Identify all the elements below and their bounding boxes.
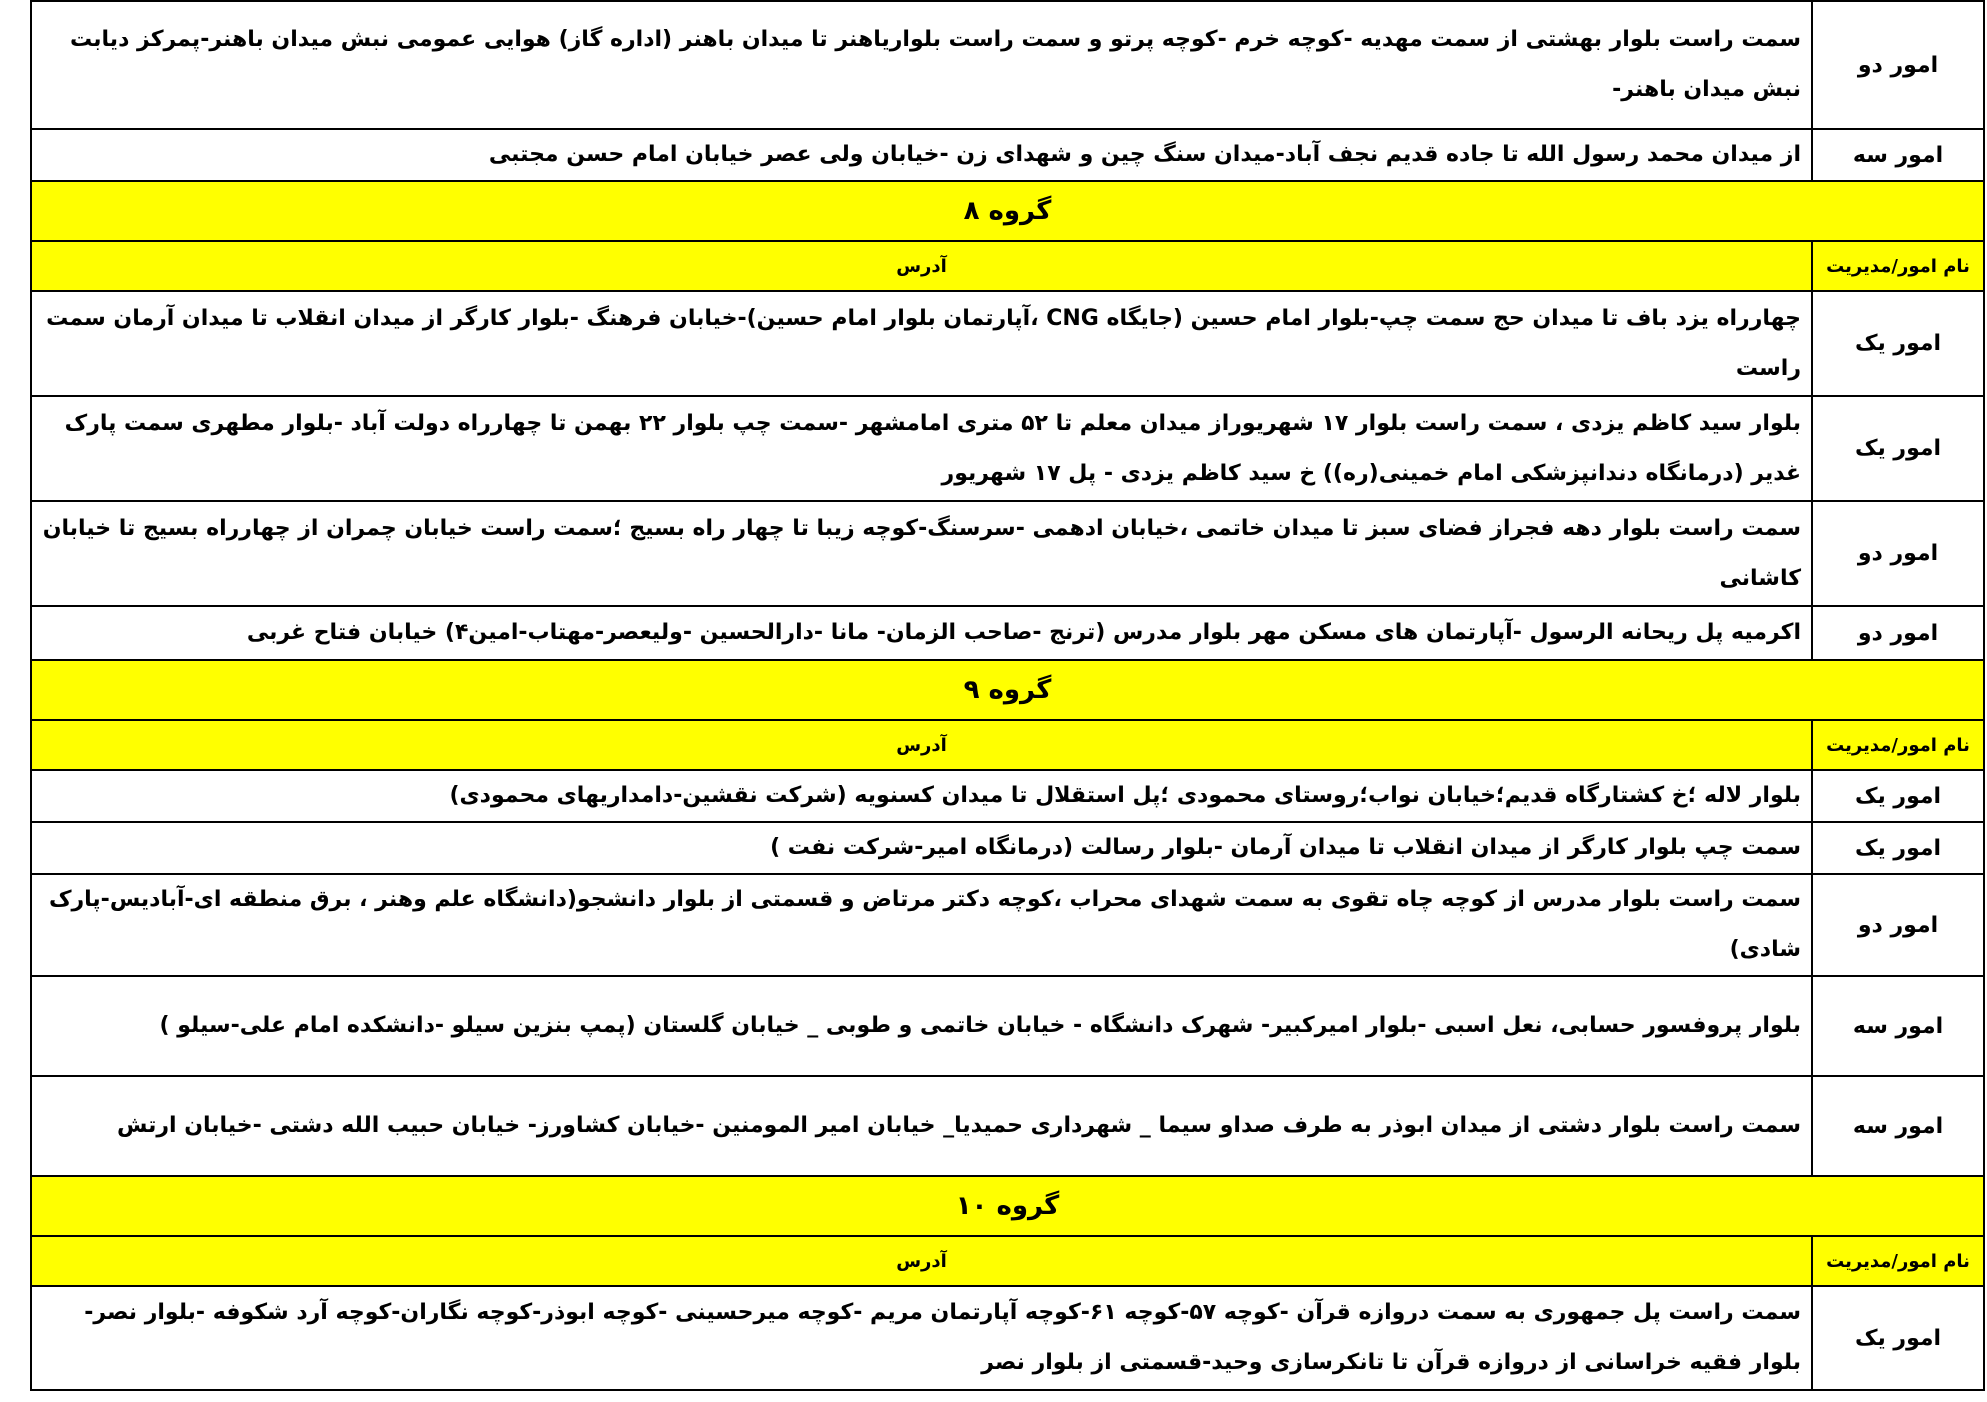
office-name: امور دو — [1812, 874, 1984, 976]
office-column-header: نام امور/مدیریت — [1812, 1236, 1984, 1286]
column-header-row — [31, 1236, 1984, 1286]
address-cell: چهارراه یزد باف تا میدان حج سمت چپ-بلوار امام حسین (جایگاه CNG ،آپارتمان بلوار امام حسین)-خیابان فرهنگ -بلوار کارگر از میدان انقلاب تا میدان آرمان سمت راست — [31, 291, 1812, 396]
office-name: امور دو — [1812, 606, 1984, 660]
address-cell: بلوار پروفسور حسابی، نعل اسبی -بلوار امیرکبیر- شهرک دانشگاه - خیابان خاتمی و طوبی _ خیابان گلستان (پمپ بنزین سیلو -دانشکده امام علی-سیلو ) — [31, 976, 1812, 1076]
office-name: امور دو — [1812, 1, 1984, 129]
office-name: امور سه — [1812, 1076, 1984, 1176]
address-cell: سمت راست بلوار دهه فجراز فضای سبز تا میدان خاتمی ،خیابان ادهمی -سرسنگ-کوچه زیبا تا چهار راه بسیج ؛سمت راست خیابان چمران از چهارراه بسیج تا خیابان کاشانی — [31, 501, 1812, 606]
address-cell: سمت راست بلوار بهشتی از سمت مهدیه -کوچه خرم -کوچه پرتو و سمت راست بلواریاهنر تا میدان باهنر (اداره گاز) هوایی عمومی نبش میدان باهنر-پمرکز دیابت نبش میدان باهنر- — [31, 1, 1812, 129]
data-row — [31, 396, 1984, 501]
address-cell: اکرمیه پل ریحانه الرسول -آپارتمان های مسکن مهر بلوار مدرس (ترنج -صاحب الزمان- مانا -دارالحسین -ولیعصر-مهتاب-امین۴) خیابان فتاح غربی — [31, 606, 1812, 660]
data-row — [31, 501, 1984, 606]
office-column-header: نام امور/مدیریت — [1812, 241, 1984, 291]
column-header-row — [31, 241, 1984, 291]
office-column-header: نام امور/مدیریت — [1812, 720, 1984, 770]
address-column-header: آدرس — [31, 1236, 1812, 1286]
address-cell: بلوار لاله ؛خ کشتارگاه قدیم؛خیابان نواب؛روستای محمودی ؛پل استقلال تا میدان کسنویه (شرکت نقشین-دامداریهای محمودی) — [31, 770, 1812, 822]
office-name: امور یک — [1812, 291, 1984, 396]
group-title: گروه ۸ — [31, 181, 1984, 241]
data-row — [31, 822, 1984, 874]
group-title: گروه ۹ — [31, 660, 1984, 720]
address-cell: سمت راست بلوار مدرس از کوچه چاه تقوی به سمت شهدای محراب ،کوچه دکتر مرتاض و قسمتی از بلوار دانشجو(دانشگاه علم وهنر ، برق منطقه ای-آبادیس-پارک شادی) — [31, 874, 1812, 976]
office-name: امور دو — [1812, 501, 1984, 606]
schedule-body — [31, 1, 1984, 1390]
data-row — [31, 1076, 1984, 1176]
address-cell: بلوار سید کاظم یزدی ، سمت راست بلوار ۱۷ شهریوراز میدان معلم تا ۵۲ متری امامشهر -سمت چپ بلوار ۲۲ بهمن تا چهارراه دولت آباد -بلوار مطهری سمت پارک غدیر (درمانگاه دندانپزشکی امام خمینی(ره)) خ سید کاظم یزدی - پل ۱۷ شهریور — [31, 396, 1812, 501]
address-column-header: آدرس — [31, 241, 1812, 291]
data-row — [31, 129, 1984, 181]
group-title-row — [31, 660, 1984, 720]
address-cell: از میدان محمد رسول الله تا جاده قدیم نجف آباد-میدان سنگ چین و شهدای زن -خیابان ولی عصر خیابان امام حسن مجتبی — [31, 129, 1812, 181]
office-name: امور سه — [1812, 129, 1984, 181]
office-name: امور یک — [1812, 770, 1984, 822]
address-column-header: آدرس — [31, 720, 1812, 770]
office-name: امور یک — [1812, 822, 1984, 874]
schedule-table — [30, 0, 1985, 1391]
office-name: امور یک — [1812, 396, 1984, 501]
group-title-row — [31, 1176, 1984, 1236]
address-cell: سمت راست پل جمهوری به سمت دروازه قرآن -کوچه ۵۷-کوچه ۶۱-کوچه آپارتمان مریم -کوچه میرحسینی -کوچه ابوذر-کوچه نگاران-کوچه آرد شکوفه -بلوار نصر-بلوار فقیه خراسانی از دروازه قرآن تا تانکرسازی وحید-قسمتی از بلوار نصر — [31, 1286, 1812, 1390]
address-cell: سمت چپ بلوار کارگر از میدان انقلاب تا میدان آرمان -بلوار رسالت (درمانگاه امیر-شرکت نفت ) — [31, 822, 1812, 874]
data-row — [31, 1286, 1984, 1390]
data-row — [31, 976, 1984, 1076]
office-name: امور سه — [1812, 976, 1984, 1076]
column-header-row — [31, 720, 1984, 770]
data-row — [31, 874, 1984, 976]
data-row — [31, 1, 1984, 129]
office-name: امور یک — [1812, 1286, 1984, 1390]
data-row — [31, 606, 1984, 660]
group-title: گروه ۱۰ — [31, 1176, 1984, 1236]
data-row — [31, 291, 1984, 396]
address-cell: سمت راست بلوار دشتی از میدان ابوذر به طرف صداو سیما _ شهرداری حمیدیا_ خیابان امیر المومنین -خیابان کشاورز- خیابان حبیب الله دشتی -خیابان ارتش — [31, 1076, 1812, 1176]
data-row — [31, 770, 1984, 822]
group-title-row — [31, 181, 1984, 241]
